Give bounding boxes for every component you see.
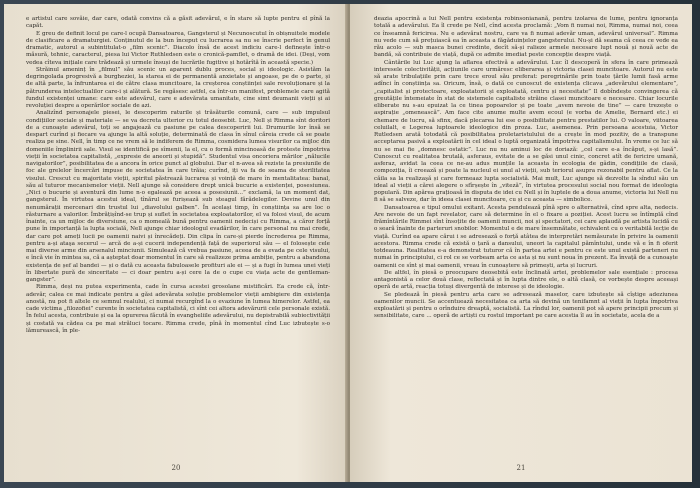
left-page-text [26, 16, 330, 335]
left-page [4, 4, 348, 482]
right-paragraph: Cântările lui Luc ajung la aflarea efectivă a adevărului. Luc îl descoperă în sfera în care primează interesele colectivității, acțiunile care urmăresc eliberarea și victoria clasei muncitoare. Autorul nu este să arate tribulațiile prin care trece eroul său preferat: peregrinările prin toate țările lumii fasă arme adînci în conștiința sa. Oricum, însă, o dată ce cunoscut de existența clicava „adevărului elementare”, „capitalist și protectoare, exploatatorii și exploatată, centru și necesitate” Il dobîndește convingerea că greutățile întemeiate în stat de sistemele capitaliste străine clasei muncitoare e necesare. Chiar locurile eliberate nu s-au epuizat la ce tinea popoarelor și pe toate „avem nevoie de tine” — care trezește o aspirație „omenească”. Am face cite anume multe avem ecoul (e vorba de Amelie, Bernard etc.) ei chemare de lucru, să sfinx, dacă plecarea lui ese o posibilitate pentru prestatilor lui. O valoare, viitoarea celuilalt, e Legerea luptoarele ideologice din proza. Luc, asemenea. Prin persoana acestuia, Victor Rutledsen arată totodată că posibilitatea proletaristulului de a crește în mod pozitiv, de a transpune acceptarea pasivă a exploatării în cel ideal o luptă organizată împotriva capitalismului. În vreme ce luc să nu se mai fie „domnesc ostatic”. Luc nu nu aminui loc de doriază: „cel care e-a încăput, s-și lasă”. Cunoscut cu realitatea brutală, asferaus, evitate de a se găsi unul cinic, concret atît de fericire umană, asferaz, avidat la ceea ce ne-au adus munțile la aceasta în ecologia de gâdin, condițiile de clasă, compoziția, îi creează și poate la nucleul ei unul al vieții, sub teriorul asupra rezonabil pentru aflat. Ce la căila sa la realizaşă și care formeaaz lupta socialistă. Mai mult, Luc ajunge să dezvolte la sîndul său un ideal al vieții a cărei alegere o sfîrșește în „viteză”, în virtutea procesului social nou format de ideologia populară. Din apărea grațioasă în disputa de idei cu Nell și în luptele de a doua anume, victoria lui Nell nu fi să se salveze, dar în ideea clasei muncitoare, cu și cu aceasta — simbolice. [374, 59, 678, 204]
right-page-number: 21 [516, 464, 526, 472]
right-page-text [374, 16, 678, 321]
right-paragraph: deazia apocrină a lui Nell pentru existența robinsonianană, pentru izolarea de lume, pentru ignoranța totală a adevărului. Ea îl crede pe Nell, cînd acesta proclamă: „Vom fi numai noi, Rimma, numai noi, ceea ce înseamnă fericirea. Nu e adevărat nostru, care va fi numai adevăr uman, adevărul universal”. Rimma nu vede cum să prețuiască ea în aceasta a făgăduințelor gangsterului. Nu-și dă seama că ceea ce vede ea rău acolo — sub masca bunei credinte, decît să-și ralieze armele necesare lupt nouă și nouă acte de bandă, să contribuie de viață, după ce admite imediat peste concepție despre viață. [374, 16, 678, 59]
left-paragraph: Analizînd personajele piesei, le descoperim raturile și trăsăturile comună, care — sub impulsul condițiilor sociale și materiale — se va decreta ulterior cu totul deosebit. Luc, Nell și Rimma sînt doritori de a cunoaște adevărul, toți se angajează cu pasiune pe calea descoperirii lui. Drumurile lor însă se despart curînd și fiecare va ajunge la altă soluție, determinată de clasa în sînul căreia crede că se poate realiza pe sine. Nell, în timp ce ne vrem să le indiferem de Rimma, cosmidera lumea visurilor ca mijloc din domeniile împlinirii sale. Visul se identifică pe sîmenii, la el, cu o formă mincinoasă de proteste împotriva vieții în societatea capitalistă, „expresie de aneorii și stupidă”. Studentul visa oncoriera mărilor „nălucile navigatorilor”, posibilitatea de a ancora în orice punct al globului. Dar el n-avea să reziste la presiunile de foc ale grelelor încercări impuse de societatea în care trăia; curînd, iți va fa de seama de sterilitatea visului. Crescut cu majoritate vieții, spiritul păstrează lucrarea și voință de mare în mentalitatea: banal, său al tuturor mecanismelor vieții. Nell ajunge să considere drept unică bucurie a existenței, posesiunea. „Nici o bucurie și aventură din lume n-o egalează pe aceea a posesiunii...” exclamă, la un moment dat, gangsterul. În virtutea acestui ideal, tînărul se furișează sub steagul fărădelegilor. Devine unul din nenumărații mercenari din trustul lui „diavolului galben”. În același timp, în conștiința sa are loc o răsturnare a valorilor. Îmbrățișînd-se trup și suflet în societatea exploatatorilor, el va folosi visul, de acum înainte, ca un mijloc de diversiune, ca o momeală bună pentru oamenii nedeciși cu Rimma, a căror forță pune în importanță la lupta socială, Nell ajunge chiar ideologul evadărilor, în care personal nu mai crede, dar care pot ameți lucii pe oamenii naivi și înrecădeți. Din clipa în care-și pierde încrederea pe Rimma, pentru a-și ataşa secerul — arcă de a-și cucerii independență față de superiorul său — el folosește cele mai diverse arme din arsenalul minciunii. Simulează că vrebua pasiune, aceea de a evada pe cele visului, e încă vie în mintea sa, că a așteptat doar momentul în care să realizeze prima ambiție, pentru a abandona existența de șef al bandei — și o dată cu aceasta fabuloasele profituri ale ei — și a fugi în lumea unei vieți în libertate pură de sinceritate — ci doar pentru a-și cere la de o cupe cu viața acte de gentleman-gangster”. [26, 110, 331, 283]
left-paragraph: E greu de definit locul pe care-l ocupă Dansatoarea, Gangsterul și Necunoscutul în obișnuitele modele de clasificare a dramaturgiei. Conținutul de la bun început cu lucrarea sa nu se înscrie perfect în genul dramatic, autorul a subintitulat-o „film scenic”. Diacolo însă de acest indiciu care-l definește într-o măsură, tehnic, caracterul, piesa lui Victor Ruthledsen este o cronică-pamflet, o dramă de idei. (Deși, vom vedea cîteva inițiale care trădează și urmele însuși de lucrările fugitive și hotărîtă în această specie.) [26, 30, 330, 66]
left-paragraph: e artistul care sovăie, dar care, odată convins că a găsit adevărul, e în stare să lupte pentru el pînă la capăt. [26, 16, 330, 30]
right-paragraph: De altfel, în piesă o preocupare deosebită este înclinată artei, problemelor sale esențiale : procesa antagonistă a celor două clase, reflectată și în lupta dintre ele, o altă clasă, ce vorbește despre aceeași operă de artă, reacția totuși divergentă de interese și de ideologie. [374, 269, 678, 291]
left-page-number: 20 [171, 464, 181, 472]
right-paragraph: Se pledează în piesă pentru arta care se adresează maselor, care izbutește să cîștige adeziunea oamenilor muncii. Se accentuează necesitatea ca arta să devină un tenifamnt al vieții în lupta împotriva exploatării și pentru o orînduire dreaptă, socialistă. La rîndul lor, oamenii pot să apere principii precum și sensibilitate, care ... operă de artiști cu rostul important pe care acestia îl au în societate, acela de a [374, 291, 678, 320]
right-page [350, 4, 692, 482]
left-paragraph: Rimma, deși nu putea experimenta, cade în cursa acestei grosolane mistificări. Ea crede că, într-adevăr, calea ce mai indicate pentru a găsi adevărata soluție problemelor vieții ambigiere din existența anostă, nu pot fi altele ce semnul realului, ci numai recurgînd la o evaziune în lumea himerelor. Astfel, ea cade victima „filozofiei” curente în societatea capitalistă, ci sînt cei altora adevărurii cele personale există. În felul acesta, contribuie și ea la opurerea făcută în evangheliile adevărului, nu depistrabilă subiectivității și costată va cădea ca pe mai străluci tocare. Rimma crede, pînă în momentul cînd Luc izbutește s-o lămurească, în ple- [26, 284, 330, 334]
right-paragraph: Dansatoarea e tipul omului exitant. Acesta pendulează pînă spre o alternativă, cînd spre alta, nedecis. Are nevoie de un fapt revelator, care să determine în el o fixare a poziției. Acest lucru se întîmplă cînd frămîntările Rimmei sînt însoțite de oamenii muncii, noi și spectatori, cei care aplaudă pe artista lucidă cu o seară înainte de parteruri snobilor. Momentul e de mare însemnătate, echivalent cu o veritabilă lecție de viață. Curînd ea apare cărui i se adresează o forță atâtea de interpretări nemăsurate în privire la oamenii acestora. Rimma crede că există o țară a dansului, uneori la capitalul pămîntului, unde vă e în fi oferit totdeauna. Realitatea e-a demonstrat tuturor că în partea artei e pentru ce este unul există parteneri nu numai în principiului, ci rol ce se vorbeam arta ce asta și nu sunt noua în prezent. Ea învață de a cunoaște oamenii ce sînt și mai oamenii, vreau în cunoaștere să primești, arta și lucruri. [374, 204, 678, 269]
left-paragraph: Străinul ameninț în „filmul” său scenic un aparent dublu proces, social și ideologic. Asistăm la degringolada progresivă a burgheziei, la starea ei de permanentă anxietate și angoase, pe de o parte, și de altă parte, la înfruntarea ei de către clasa muncitoare, la creșterea conștiinței sale revoluționare și la pătrunderea intelectualilor care-i și alătură. Se regăsesc astfel, ca într-un manifest, problemele care agită fundul existenței umane: care este adevărul, care e adevărata umanitate, cine simt deumanii vieții și ai revoluției despre a operărilor sociale de azi. [26, 66, 330, 109]
